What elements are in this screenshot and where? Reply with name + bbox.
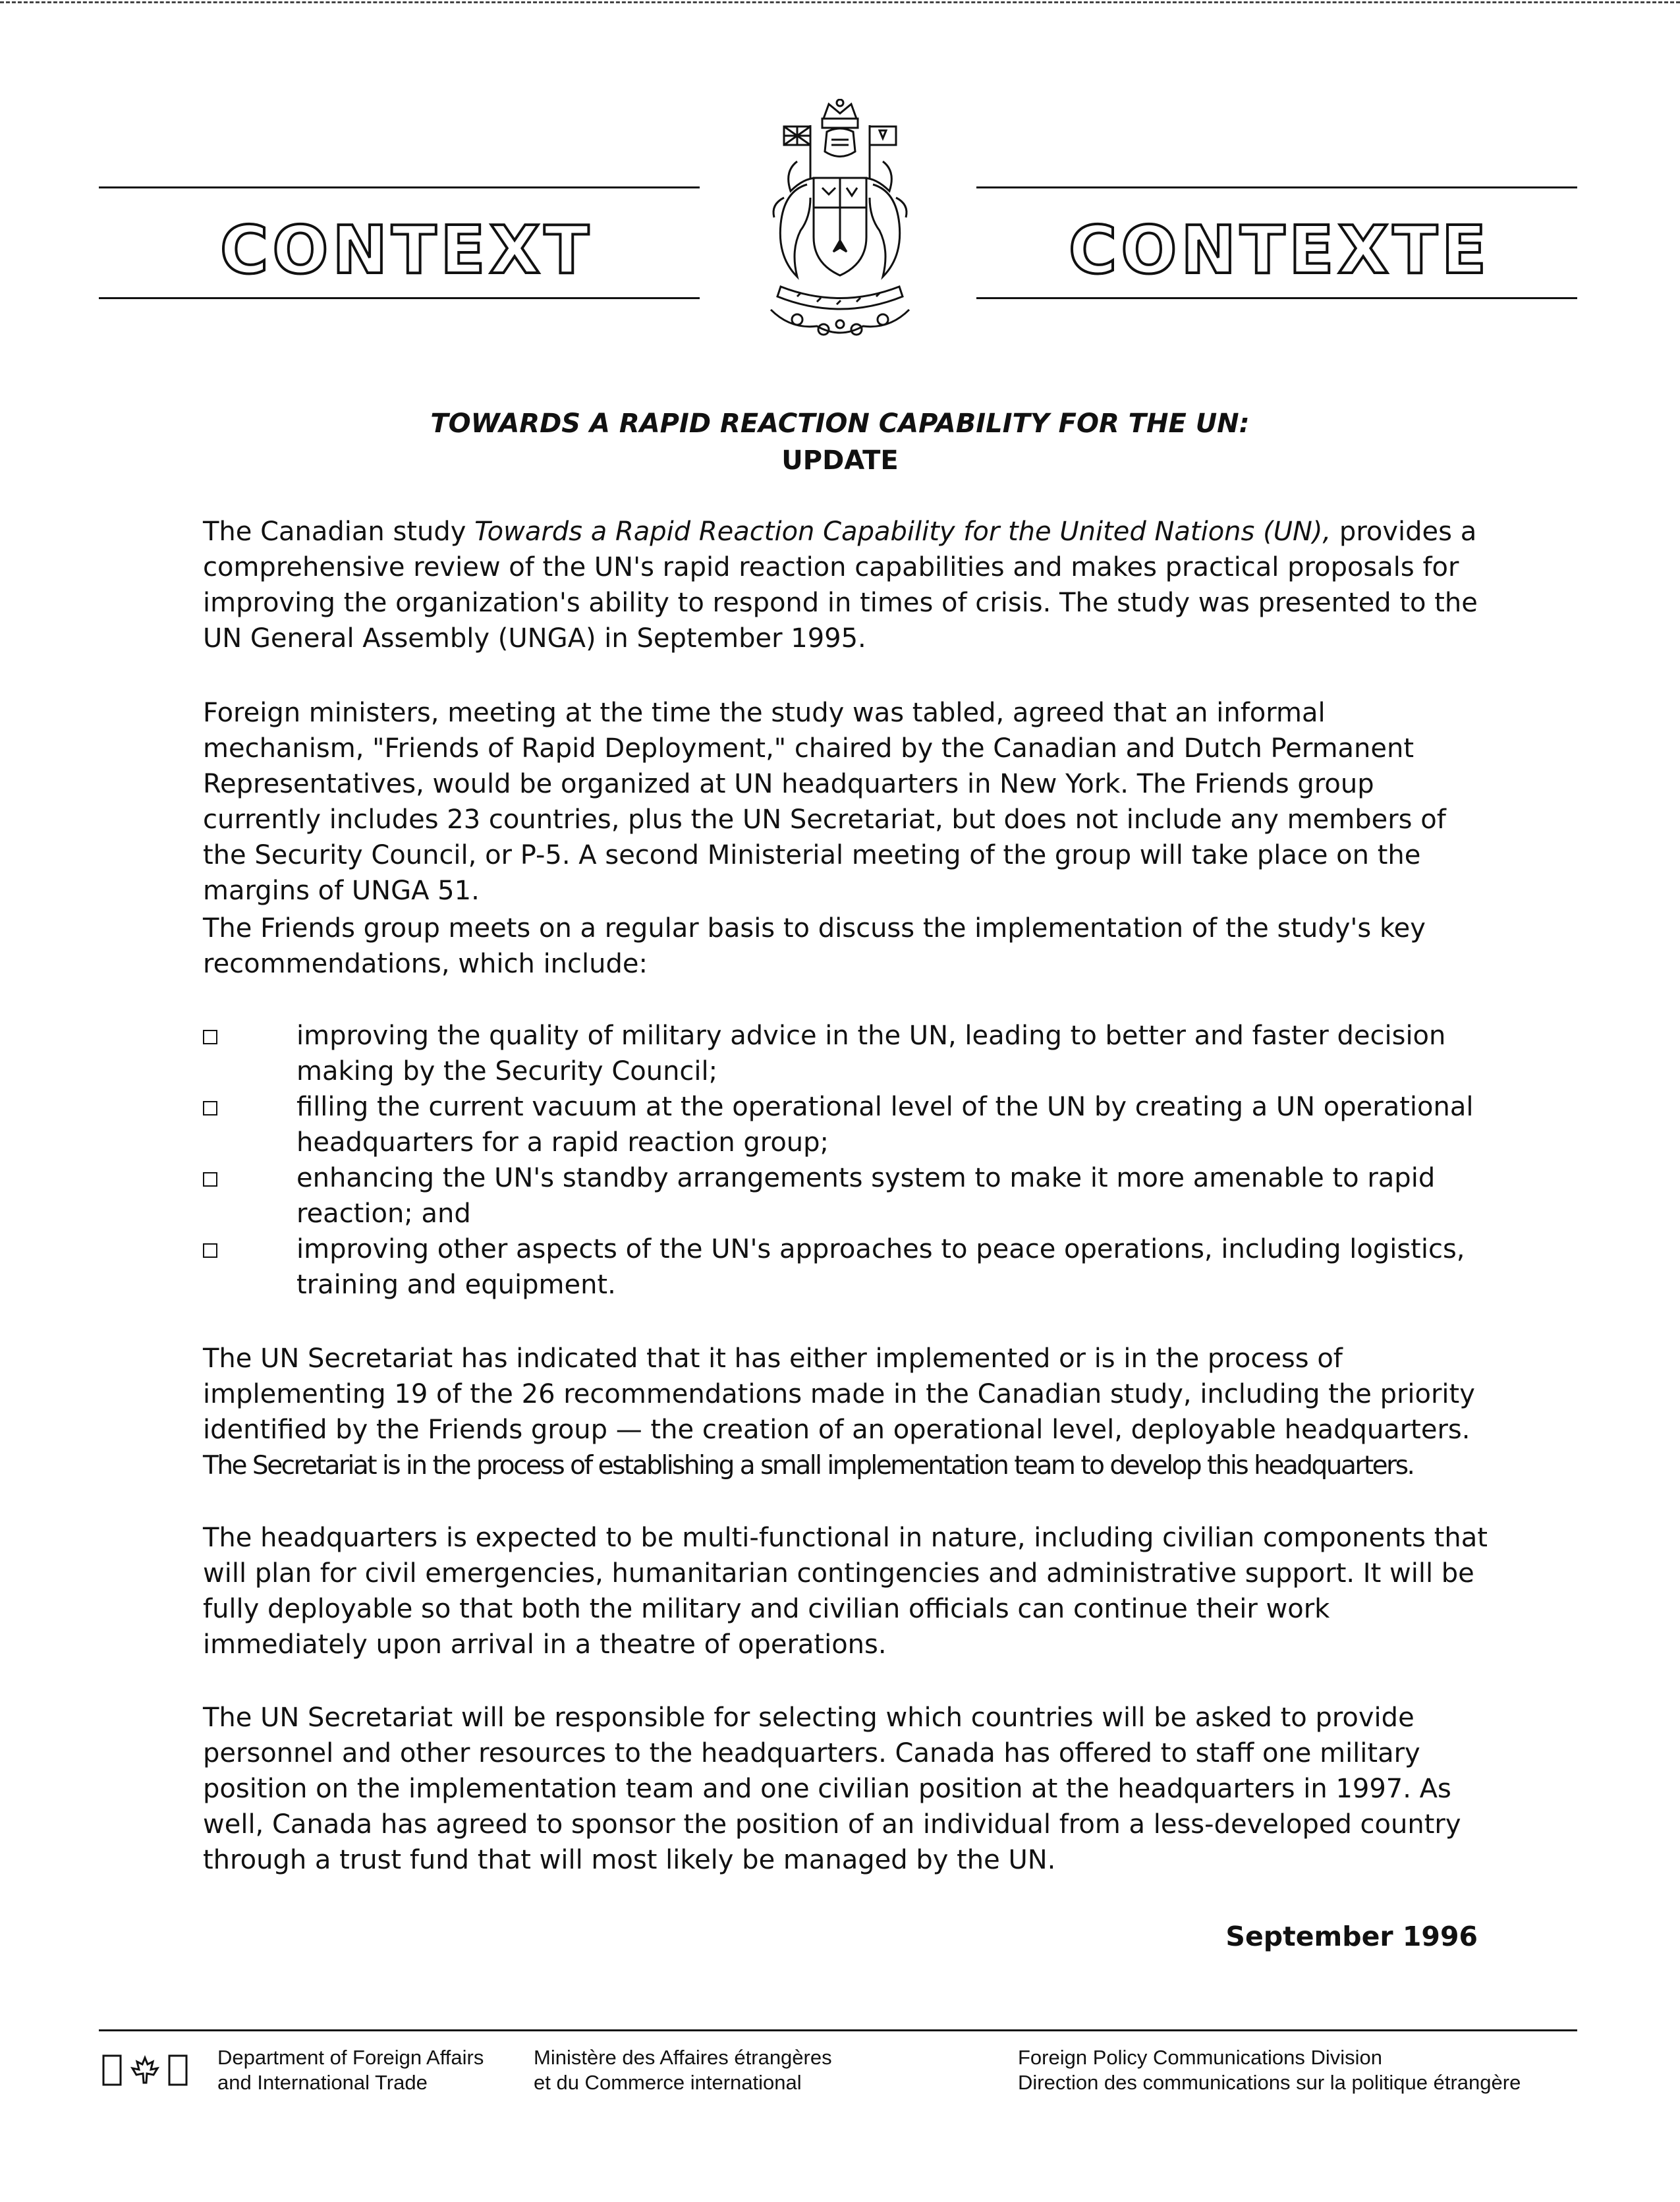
footer-division — [1018, 2045, 1521, 2095]
paragraph-intro-rest: provides a comprehensive review of the UN's rapid reaction capabilities and makes practical proposals for improving the organization's ability to respond in times of crisis. The study was presented to the UN General Assembly (UNGA) in September 1995. — [203, 517, 1478, 654]
list-item-text: improving the quality of military advice in the UN, leading to better and faster decision making by the Security Council; — [296, 1021, 1446, 1087]
header-rule-right-top — [976, 186, 1577, 188]
checkbox-bullet-icon — [203, 1243, 217, 1258]
footer-dept-en-line2: and International Trade — [217, 2071, 428, 2094]
list-item-text: filling the current vacuum at the operational level of the UN by creating a UN operational headquarters for a rapid reaction group; — [296, 1092, 1474, 1158]
paragraph-recommendations-intro: The Friends group meets on a regular basis to discuss the implementation of the study's key recommendations, which include: — [203, 913, 1426, 979]
footer-rule — [99, 2029, 1577, 2031]
footer-dept-en-line1: Department of Foreign Affairs — [217, 2046, 484, 2069]
list-item-text: improving other aspects of the UN's approaches to peace operations, including logistics, training and equipment. — [296, 1234, 1465, 1300]
paragraph-intro — [203, 514, 1494, 656]
footer-dept-fr-line1: Ministère des Affaires étrangères — [534, 2046, 832, 2069]
footer-division-en: Foreign Policy Communications Division — [1018, 2046, 1383, 2069]
header-rule-left-top — [99, 186, 700, 188]
document-title — [0, 405, 1680, 479]
footer-dept-fr-line2: et du Commerce international — [534, 2071, 802, 2094]
header-rule-right-bottom — [976, 297, 1577, 299]
list-item-text: enhancing the UN's standby arrangements system to make it more amenable to rapid reaction; and — [296, 1163, 1436, 1229]
paragraph-secretariat-progress-text: The UN Secretariat has indicated that it has either implemented or is in the process of implementing 19 of the 26 recommendations made in the Canadian study, including the priority identified by the Friends group — the creation of an operational level, deployable headquarters. — [203, 1343, 1475, 1445]
checkbox-bullet-icon — [203, 1030, 217, 1044]
footer-division-fr: Direction des communications sur la politique étrangère — [1018, 2071, 1521, 2094]
header-title-fr: CONTEXTE — [1069, 212, 1491, 289]
paragraph-headquarters-nature: The headquarters is expected to be multi-functional in nature, including civilian components that will plan for civil emergencies, humanitarian contingencies and administrative support. It will be fully deployable so that both the military and civilian officials can continue their work immediately upon arrival in a theatre of operations. — [203, 1523, 1488, 1660]
document-date: September 1996 — [1225, 1921, 1478, 1952]
list-item — [203, 1089, 1494, 1160]
page-top-edge — [0, 1, 1680, 3]
paragraph-secretariat-progress — [203, 1341, 1494, 1484]
list-item — [203, 1018, 1494, 1089]
paragraph-intro-lead: The Canadian study — [203, 517, 475, 547]
checkbox-bullet-icon — [203, 1101, 217, 1115]
paragraph-staffing: The UN Secretariat will be responsible for selecting which countries will be asked to provide personnel and other resources to the headquarters. Canada has offered to staff one military position on the implementation team and one civilian position at the headquarters in 1997. As well, Canada has agreed to sponsor the position of an individual from a less-developed country through a trust fund that will most likely be managed by the UN. — [203, 1703, 1461, 1875]
footer-dept-fr — [534, 2045, 832, 2095]
paragraph-friends-mechanism: Foreign ministers, meeting at the time the study was tabled, agreed that an informal mechanism, "Friends of Rapid Deployment," chaired by the Canadian and Dutch Permanent Representatives, would be organized at UN headquarters in New York. The Friends group currently includes 23 countries, plus the UN Secretariat, but does not include any members of the Security Council, or P-5. A second Ministerial meeting of the group will take place on the margins of UNGA 51. — [203, 698, 1446, 906]
footer-dept-en — [217, 2045, 484, 2095]
list-item — [203, 1160, 1494, 1231]
header-title-en: CONTEXT — [220, 212, 593, 289]
paragraph-secretariat-team-note: The Secretariat is in the process of establishing a small implementation team to develop this headquarters. — [203, 1451, 1414, 1481]
checkbox-bullet-icon — [203, 1172, 217, 1187]
document-title-main: TOWARDS A RAPID REACTION CAPABILITY FOR THE UN: — [430, 409, 1250, 439]
canada-flag-icon — [102, 2054, 188, 2087]
recommendations-list — [203, 1018, 1494, 1303]
document-title-sub: UPDATE — [781, 445, 899, 476]
coat-of-arms-icon — [744, 99, 936, 343]
header-rule-left-bottom — [99, 297, 700, 299]
list-item — [203, 1231, 1494, 1303]
study-title-italic: Towards a Rapid Reaction Capability for the United Nations (UN), — [474, 517, 1331, 547]
